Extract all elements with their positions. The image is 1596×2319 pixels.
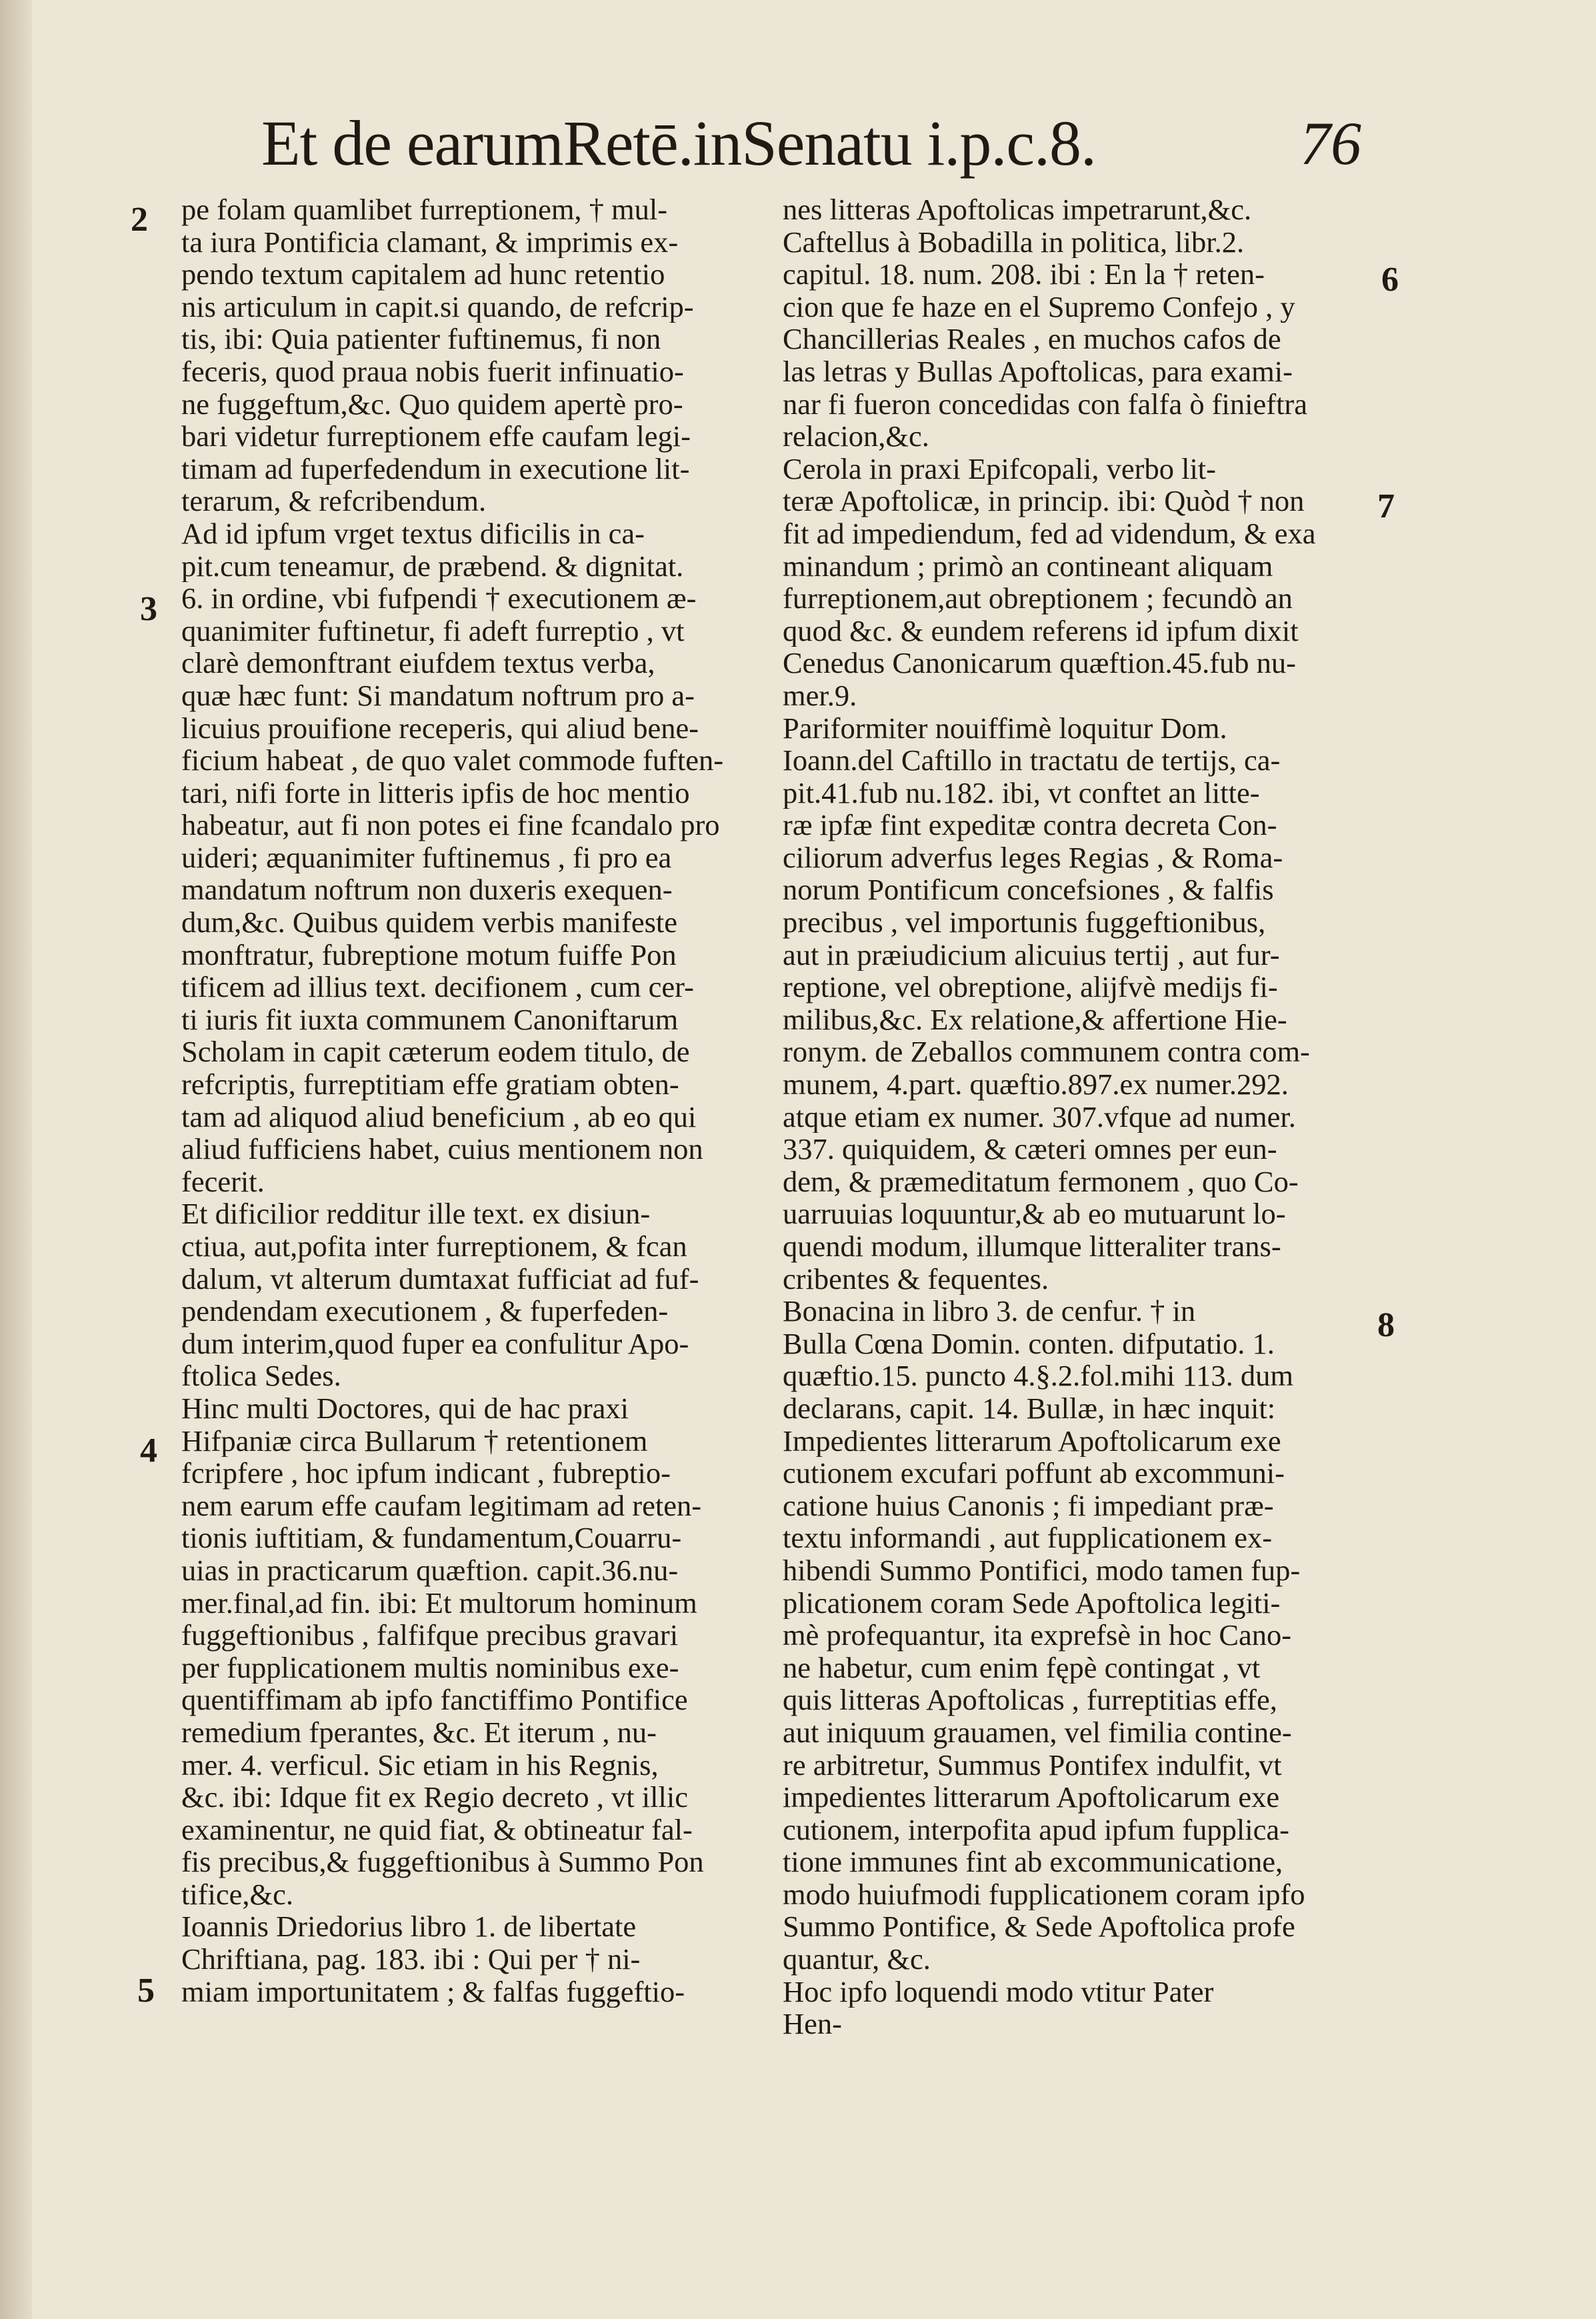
- text-line: relacion,&c.: [783, 420, 929, 453]
- text-line: Ad id ipfum vrget textus dificilis in ca-: [181, 517, 645, 550]
- text-line: habeatur, aut fi non potes ei fine fcandalo pro: [181, 809, 720, 841]
- text-line: aut iniquum grauamen, vel fimilia contine-: [783, 1716, 1292, 1749]
- text-line: fit ad impediendum, fed ad videndum, & exa: [783, 517, 1316, 550]
- text-line: Bonacina in libro 3. de cenfur. † in: [783, 1295, 1196, 1328]
- text-line: ctiua, aut,pofita inter furreptionem, & fcan: [181, 1230, 687, 1263]
- page-header: [261, 107, 1361, 187]
- page-number: 76: [1300, 109, 1361, 177]
- text-line: remedium fperantes, &c. Et iterum , nu-: [181, 1716, 657, 1749]
- text-line: Ioann.del Caftillo in tractatu de tertijs, ca-: [783, 744, 1281, 777]
- page-gutter-shadow: [0, 0, 32, 2319]
- text-line: tam ad aliquod aliud beneficium , ab eo qui: [181, 1100, 697, 1133]
- text-line: tificem ad illius text. decifionem , cum cer-: [181, 971, 694, 1003]
- text-line: cion que fe haze en el Supremo Confejo , y: [783, 290, 1295, 323]
- text-line: Cenedus Canonicarum quæftion.45.fub nu-: [783, 647, 1296, 679]
- text-line: mè profequantur, ita exprefsè in hoc Cano-: [783, 1619, 1292, 1652]
- text-line: ficium habeat , de quo valet commode fuften-: [181, 744, 724, 777]
- text-line: teræ Apoftolicæ, in princip. ibi: Quòd † non: [783, 485, 1305, 517]
- text-line: fecerit.: [181, 1165, 265, 1198]
- text-line: quæ hæc funt: Si mandatum noftrum pro a-: [181, 679, 695, 712]
- text-line: nis articulum in capit.si quando, de refcrip-: [181, 290, 694, 323]
- text-line: Hinc multi Doctores, qui de hac praxi: [181, 1392, 629, 1425]
- text-line: tione immunes fint ab excommunicatione,: [783, 1846, 1283, 1878]
- text-line: fuggeftionibus , falfifque precibus gravari: [181, 1619, 679, 1652]
- text-line: quantur, &c.: [783, 1943, 931, 1976]
- text-line: uarruuias loquuntur,& ab eo mutuarunt lo-: [783, 1198, 1286, 1230]
- text-line: ne fuggeftum,&c. Quo quidem apertè pro-: [181, 387, 683, 421]
- text-line: fcripfere , hoc ipfum indicant , fubreptio-: [181, 1457, 671, 1490]
- text-line: 6. in ordine, vbi fufpendi † executionem æ-: [181, 582, 697, 615]
- text-line: nem earum effe caufam legitimam ad reten-: [181, 1489, 702, 1522]
- text-line: ne habetur, cum enim fępè contingat , vt: [783, 1651, 1261, 1684]
- text-line: aliud fufficiens habet, cuius mentionem non: [181, 1133, 703, 1166]
- text-line: dem, & præmeditatum fermonem , quo Co-: [783, 1165, 1299, 1198]
- text-line: Cerola in praxi Epifcopali, verbo lit-: [783, 452, 1216, 485]
- text-line: dum interim,quod fuper ea confulitur Apo-: [181, 1327, 689, 1360]
- text-line: monftratur, fubreptione motum fuiffe Pon: [181, 938, 677, 971]
- text-line: pe folam quamlibet furreptionem, † mul-: [181, 193, 668, 226]
- text-line: uias in practicarum quæftion. capit.36.nu-: [181, 1554, 679, 1587]
- text-line: quod &c. & eundem referens id ipfum dixit: [783, 614, 1299, 647]
- text-line: ftolica Sedes.: [181, 1360, 341, 1392]
- text-line: declarans, capit. 14. Bullæ, in hæc inquit:: [783, 1392, 1276, 1425]
- text-line: quendi modum, illumque litteraliter trans-: [783, 1230, 1281, 1263]
- text-line: ræ ipfæ fint expeditæ contra decreta Con-: [783, 809, 1277, 841]
- margin-number: 3: [140, 590, 157, 628]
- text-line: pendendam executionem , & fuperfeden-: [181, 1295, 669, 1328]
- text-line: miam importunitatem ; & falfas fuggeftio-: [181, 1975, 685, 2008]
- text-line: terarum, & refcribendum.: [181, 485, 487, 517]
- text-line: tari, nifi forte in litteris ipfis de hoc mentio: [181, 776, 690, 809]
- text-line: ciliorum adverfus leges Regias , & Roma-: [783, 841, 1283, 874]
- text-line: Hoc ipfo loquendi modo vtitur Pater: [783, 1975, 1214, 2008]
- text-line: &c. ibi: Idque fit ex Regio decreto , vt illic: [181, 1781, 688, 1814]
- text-line: ronym. de Zeballos communem contra com-: [783, 1035, 1310, 1069]
- text-line: norum Pontificum concefsiones , & falfis: [783, 873, 1274, 907]
- text-line: Hen-: [783, 2008, 842, 2040]
- text-line: feceris, quod praua nobis fuerit infinuatio-: [181, 355, 684, 388]
- text-line: tionis iuftitiam, & fundamentum,Couarru-: [181, 1522, 682, 1554]
- text-line: precibus , vel importunis fuggeftionibus,: [783, 906, 1266, 939]
- text-line: Pariformiter nouiffimè loquitur Dom.: [783, 711, 1227, 745]
- text-line: Scholam in capit cæterum eodem titulo, de: [181, 1035, 690, 1069]
- text-line: plicationem coram Sede Apoftolica legiti-: [783, 1586, 1281, 1620]
- text-line: Bulla Cœna Domin. conten. difputatio. 1.: [783, 1327, 1275, 1360]
- text-line: quentiffimam ab ipfo fanctiffimo Pontifice: [181, 1684, 688, 1716]
- text-line: hibendi Summo Pontifici, modo tamen fup-: [783, 1554, 1301, 1587]
- text-line: atque etiam ex numer. 307.vfque ad numer.: [783, 1100, 1296, 1133]
- text-line: Et dificilior redditur ille text. ex disiun-: [181, 1198, 651, 1230]
- text-line: mer. 4. verficul. Sic etiam in his Regnis,: [181, 1748, 659, 1782]
- running-head: Et de earumRetē.inSenatu i.p.c.8.: [261, 107, 1096, 179]
- margin-number: 7: [1377, 487, 1395, 525]
- text-line: Chriftiana, pag. 183. ibi : Qui per † ni-: [181, 1943, 641, 1976]
- text-line: 337. quiquidem, & cæteri omnes per eun-: [783, 1133, 1277, 1166]
- text-line: impedientes litterarum Apoftolicarum exe: [783, 1781, 1280, 1814]
- text-line: reptione, vel obreptione, alijfvè medijs fi-: [783, 971, 1278, 1003]
- text-line: re arbitretur, Summus Pontifex indulfit, vt: [783, 1748, 1282, 1782]
- text-line: quis litteras Apoftolicas , furreptitias effe,: [783, 1684, 1277, 1716]
- text-line: mer.9.: [783, 679, 857, 712]
- text-line: dalum, vt alterum dumtaxat fufficiat ad fuf-: [181, 1262, 699, 1296]
- text-line: per fupplicationem multis nominibus exe-: [181, 1651, 679, 1684]
- text-line: uideri; æquanimiter fuftinemus , fi pro ea: [181, 841, 672, 874]
- text-line: munem, 4.part. quæftio.897.ex numer.292.: [783, 1068, 1289, 1101]
- text-line: minandum ; primò an contineant aliquam: [783, 549, 1273, 583]
- text-line: catione huius Canonis ; fi impediant præ-: [783, 1489, 1274, 1522]
- text-line: timam ad fuperfedendum in executione lit-: [181, 452, 690, 485]
- text-line: Hifpaniæ circa Bullarum † retentionem: [181, 1424, 648, 1458]
- text-line: milibus,&c. Ex relatione,& affertione Hie-: [783, 1003, 1287, 1036]
- text-line: Ioannis Driedorius libro 1. de libertate: [181, 1910, 637, 1944]
- text-line: pit.cum teneamur, de præbend. & dignitat.: [181, 549, 684, 583]
- text-line: quanimiter fuftinetur, fi adeft furreptio , vt: [181, 614, 685, 647]
- text-line: textu informandi , aut fupplicationem ex-: [783, 1522, 1273, 1554]
- text-line: refcriptis, furreptitiam effe gratiam obten-: [181, 1068, 679, 1101]
- text-line: tifice,&c.: [181, 1878, 294, 1911]
- text-line: mer.final,ad fin. ibi: Et multorum hominum: [181, 1586, 697, 1620]
- text-line: ti iuris fit iuxta communem Canoniftarum: [181, 1003, 679, 1036]
- text-line: pendo textum capitalem ad hunc retentio: [181, 258, 665, 291]
- text-line: ta iura Pontificia clamant, & imprimis ex-: [181, 225, 679, 259]
- right-column: [783, 193, 1351, 2300]
- margin-number: 4: [140, 1432, 157, 1470]
- text-line: las letras y Bullas Apoftolicas, para exami-: [783, 355, 1293, 388]
- text-line: tis, ibi: Quia patienter fuftinemus, fi non: [181, 323, 661, 355]
- margin-number: 2: [131, 201, 148, 239]
- margin-number: 5: [137, 1972, 155, 2010]
- text-line: dum,&c. Quibus quidem verbis manifeste: [181, 906, 678, 939]
- text-line: Impedientes litterarum Apoftolicarum exe: [783, 1424, 1281, 1458]
- text-line: Summo Pontifice, & Sede Apoftolica profe: [783, 1910, 1295, 1944]
- text-line: aut in præiudicium alicuius tertij , aut fur-: [783, 938, 1280, 971]
- text-line: bari videtur furreptionem effe caufam legi-: [181, 420, 691, 453]
- text-line: cutionem, interpofita apud ipfum fupplica-: [783, 1813, 1289, 1846]
- text-line: quæftio.15. puncto 4.§.2.fol.mihi 113. dum: [783, 1360, 1293, 1392]
- margin-number: 8: [1377, 1306, 1395, 1344]
- text-line: clarè demonftrant eiufdem textus verba,: [181, 647, 655, 679]
- text-line: mandatum noftrum non duxeris exequen-: [181, 873, 673, 907]
- text-line: furreptionem,aut obreptionem ; fecundò an: [783, 582, 1293, 615]
- text-line: Caftellus à Bobadilla in politica, libr.2.: [783, 225, 1245, 259]
- text-line: fis precibus,& fuggeftionibus à Summo Pon: [181, 1846, 704, 1878]
- text-line: capitul. 18. num. 208. ibi : En la † reten-: [783, 258, 1265, 291]
- text-line: licuius prouifione receperis, qui aliud bene-: [181, 711, 699, 745]
- text-line: cribentes & fequentes.: [783, 1262, 1049, 1296]
- left-column: [181, 193, 751, 2300]
- text-line: Chancillerias Reales , en muchos cafos de: [783, 323, 1281, 355]
- margin-number: 6: [1381, 261, 1399, 299]
- text-line: cutionem excufari poffunt ab excommuni-: [783, 1457, 1285, 1490]
- text-line: nar fi fueron concedidas con falfa ò finieftra: [783, 387, 1308, 421]
- text-line: nes litteras Apoftolicas impetrarunt,&c.: [783, 193, 1252, 226]
- text-line: examinentur, ne quid fiat, & obtineatur fal-: [181, 1813, 693, 1846]
- text-line: pit.41.fub nu.182. ibi, vt conftet an litte-: [783, 776, 1260, 809]
- text-line: modo huiufmodi fupplicationem coram ipfo: [783, 1878, 1305, 1911]
